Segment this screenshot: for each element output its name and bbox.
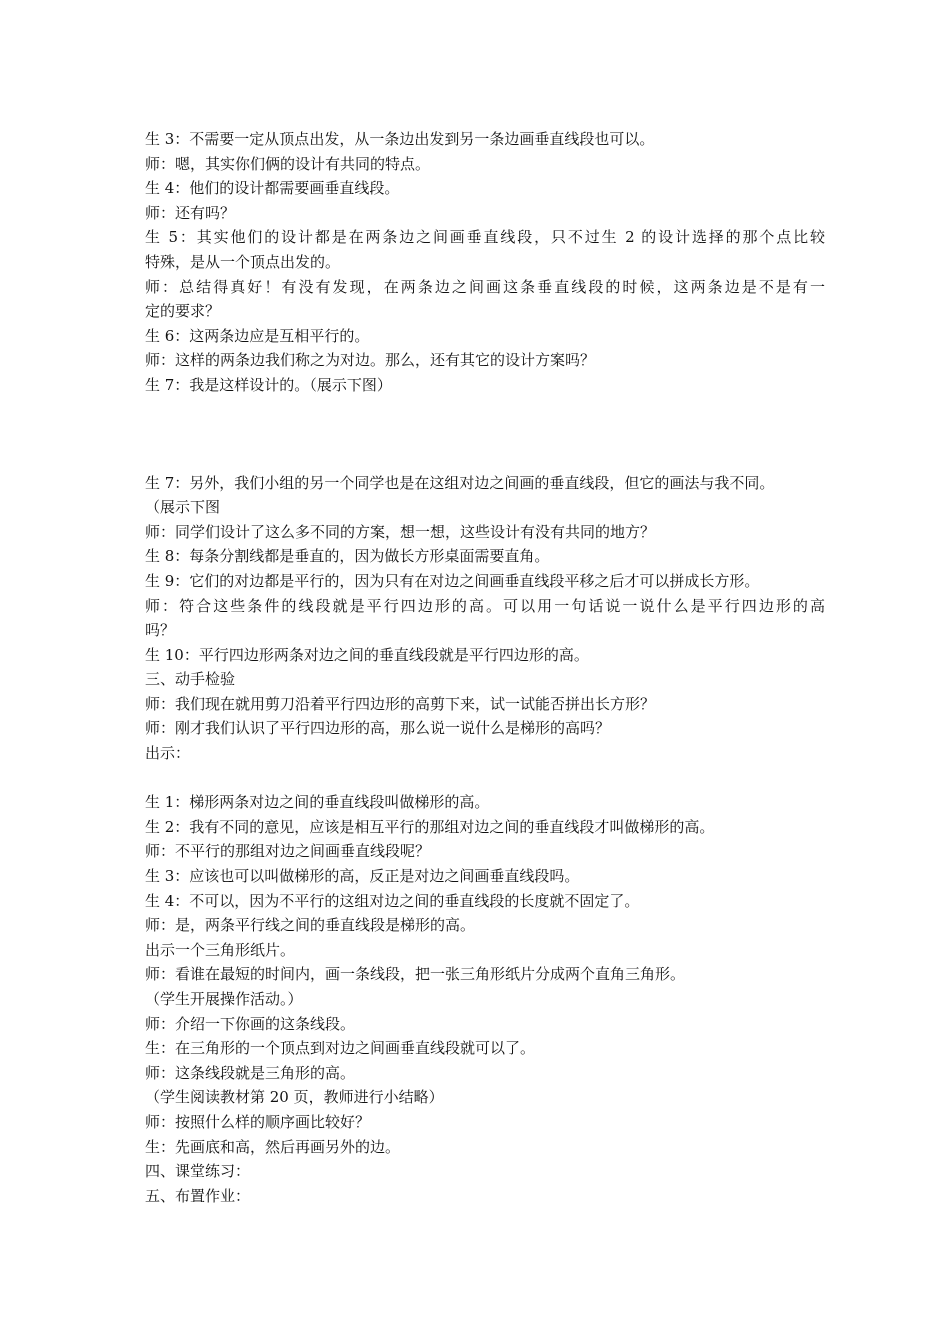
text-line: 师：看谁在最短的时间内，画一条线段，把一张三角形纸片分成两个直角三角形。 <box>145 965 686 984</box>
text-line: 生 3：应该也可以叫做梯形的高，反正是对边之间画垂直线段吗。 <box>145 867 580 886</box>
text-line: 生 8：每条分割线都是垂直的，因为做长方形桌面需要直角。 <box>145 547 550 566</box>
text-line: 师：符合这些条件的线段就是平行四边形的高。可以用一句话说一说什么是平行四边形的高 <box>145 596 825 615</box>
text-line: 师：还有吗？ <box>145 203 236 222</box>
text-line: 生 3：不需要一定从顶点出发，从一条边出发到另一条边画垂直线段也可以。 <box>145 130 655 148</box>
text-line: 生 7：我是这样设计的。（展示下图） <box>145 375 392 394</box>
text-line: 定的要求？ <box>145 302 221 321</box>
section-heading: 三、动手检验 <box>145 670 236 689</box>
document-body <box>145 127 825 1208</box>
text-line: 生 7：另外，我们小组的另一个同学也是在这组对边之间画的垂直线段，但它的画法与我不同。 <box>145 473 775 492</box>
section-heading: 四、课堂练习： <box>145 1162 251 1181</box>
text-line: 师：是，两条平行线之间的垂直线段是梯形的高。 <box>145 916 476 935</box>
text-line: 师：这样的两条边我们称之为对边。那么，还有其它的设计方案吗？ <box>145 351 596 370</box>
text-line: 师：同学们设计了这么多不同的方案，想一想，这些设计有没有共同的地方？ <box>145 522 656 541</box>
figure-placeholder-gap <box>145 398 825 471</box>
text-line: 师：总结得真好！有没有发现，在两条边之间画这条垂直线段的时候，这两条边是不是有一 <box>145 277 825 296</box>
text-line: （学生阅读教材第 20 页，教师进行小结略） <box>145 1088 444 1107</box>
text-line: （展示下图 <box>145 498 221 517</box>
text-line: 生 4：不可以，因为不平行的这组对边之间的垂直线段的长度就不固定了。 <box>145 891 640 910</box>
section-heading: 五、布置作业： <box>145 1186 251 1205</box>
text-line: 出示一个三角形纸片。 <box>145 940 296 959</box>
text-line: 生：在三角形的一个顶点到对边之间画垂直线段就可以了。 <box>145 1039 536 1058</box>
text-line: 师：我们现在就用剪刀沿着平行四边形的高剪下来，试一试能否拼出长方形？ <box>145 694 656 713</box>
text-line: 出示： <box>145 744 191 763</box>
text-line: 生：先画底和高，然后再画另外的边。 <box>145 1137 401 1156</box>
text-line: 师：不平行的那组对边之间画垂直线段呢？ <box>145 842 431 861</box>
text-line: 吗？ <box>145 621 176 640</box>
figure-placeholder-gap <box>145 766 825 791</box>
text-line: 特殊，是从一个顶点出发的。 <box>145 252 341 271</box>
text-line: 生 1：梯形两条对边之间的垂直线段叫做梯形的高。 <box>145 793 490 812</box>
text-line: 师：介绍一下你画的这条线段。 <box>145 1014 356 1033</box>
text-line: 生 5：其实他们的设计都是在两条边之间画垂直线段，只不过生 2 的设计选择的那个点比较 <box>145 228 825 247</box>
paragraph-block-2 <box>145 471 825 766</box>
text-line: 师：按照什么样的顺序画比较好？ <box>145 1112 371 1131</box>
text-line: 生 10：平行四边形两条对边之间的垂直线段就是平行四边形的高。 <box>145 645 589 664</box>
paragraph-block-1 <box>145 127 825 398</box>
text-line: 师：嗯，其实你们俩的设计有共同的特点。 <box>145 154 431 173</box>
text-line: 师：这条线段就是三角形的高。 <box>145 1063 356 1082</box>
text-line: 生 4：他们的设计都需要画垂直线段。 <box>145 179 400 198</box>
paragraph-block-3 <box>145 790 825 1208</box>
text-line: 师：刚才我们认识了平行四边形的高，那么说一说什么是梯形的高吗？ <box>145 719 611 738</box>
text-line: 生 6：这两条边应是互相平行的。 <box>145 326 370 345</box>
text-line: 生 9：它们的对边都是平行的，因为只有在对边之间画垂直线段平移之后才可以拼成长方形。 <box>145 571 760 590</box>
text-line: 生 2：我有不同的意见，应该是相互平行的那组对边之间的垂直线段才叫做梯形的高。 <box>145 817 715 836</box>
text-line: （学生开展操作活动。） <box>145 990 303 1008</box>
